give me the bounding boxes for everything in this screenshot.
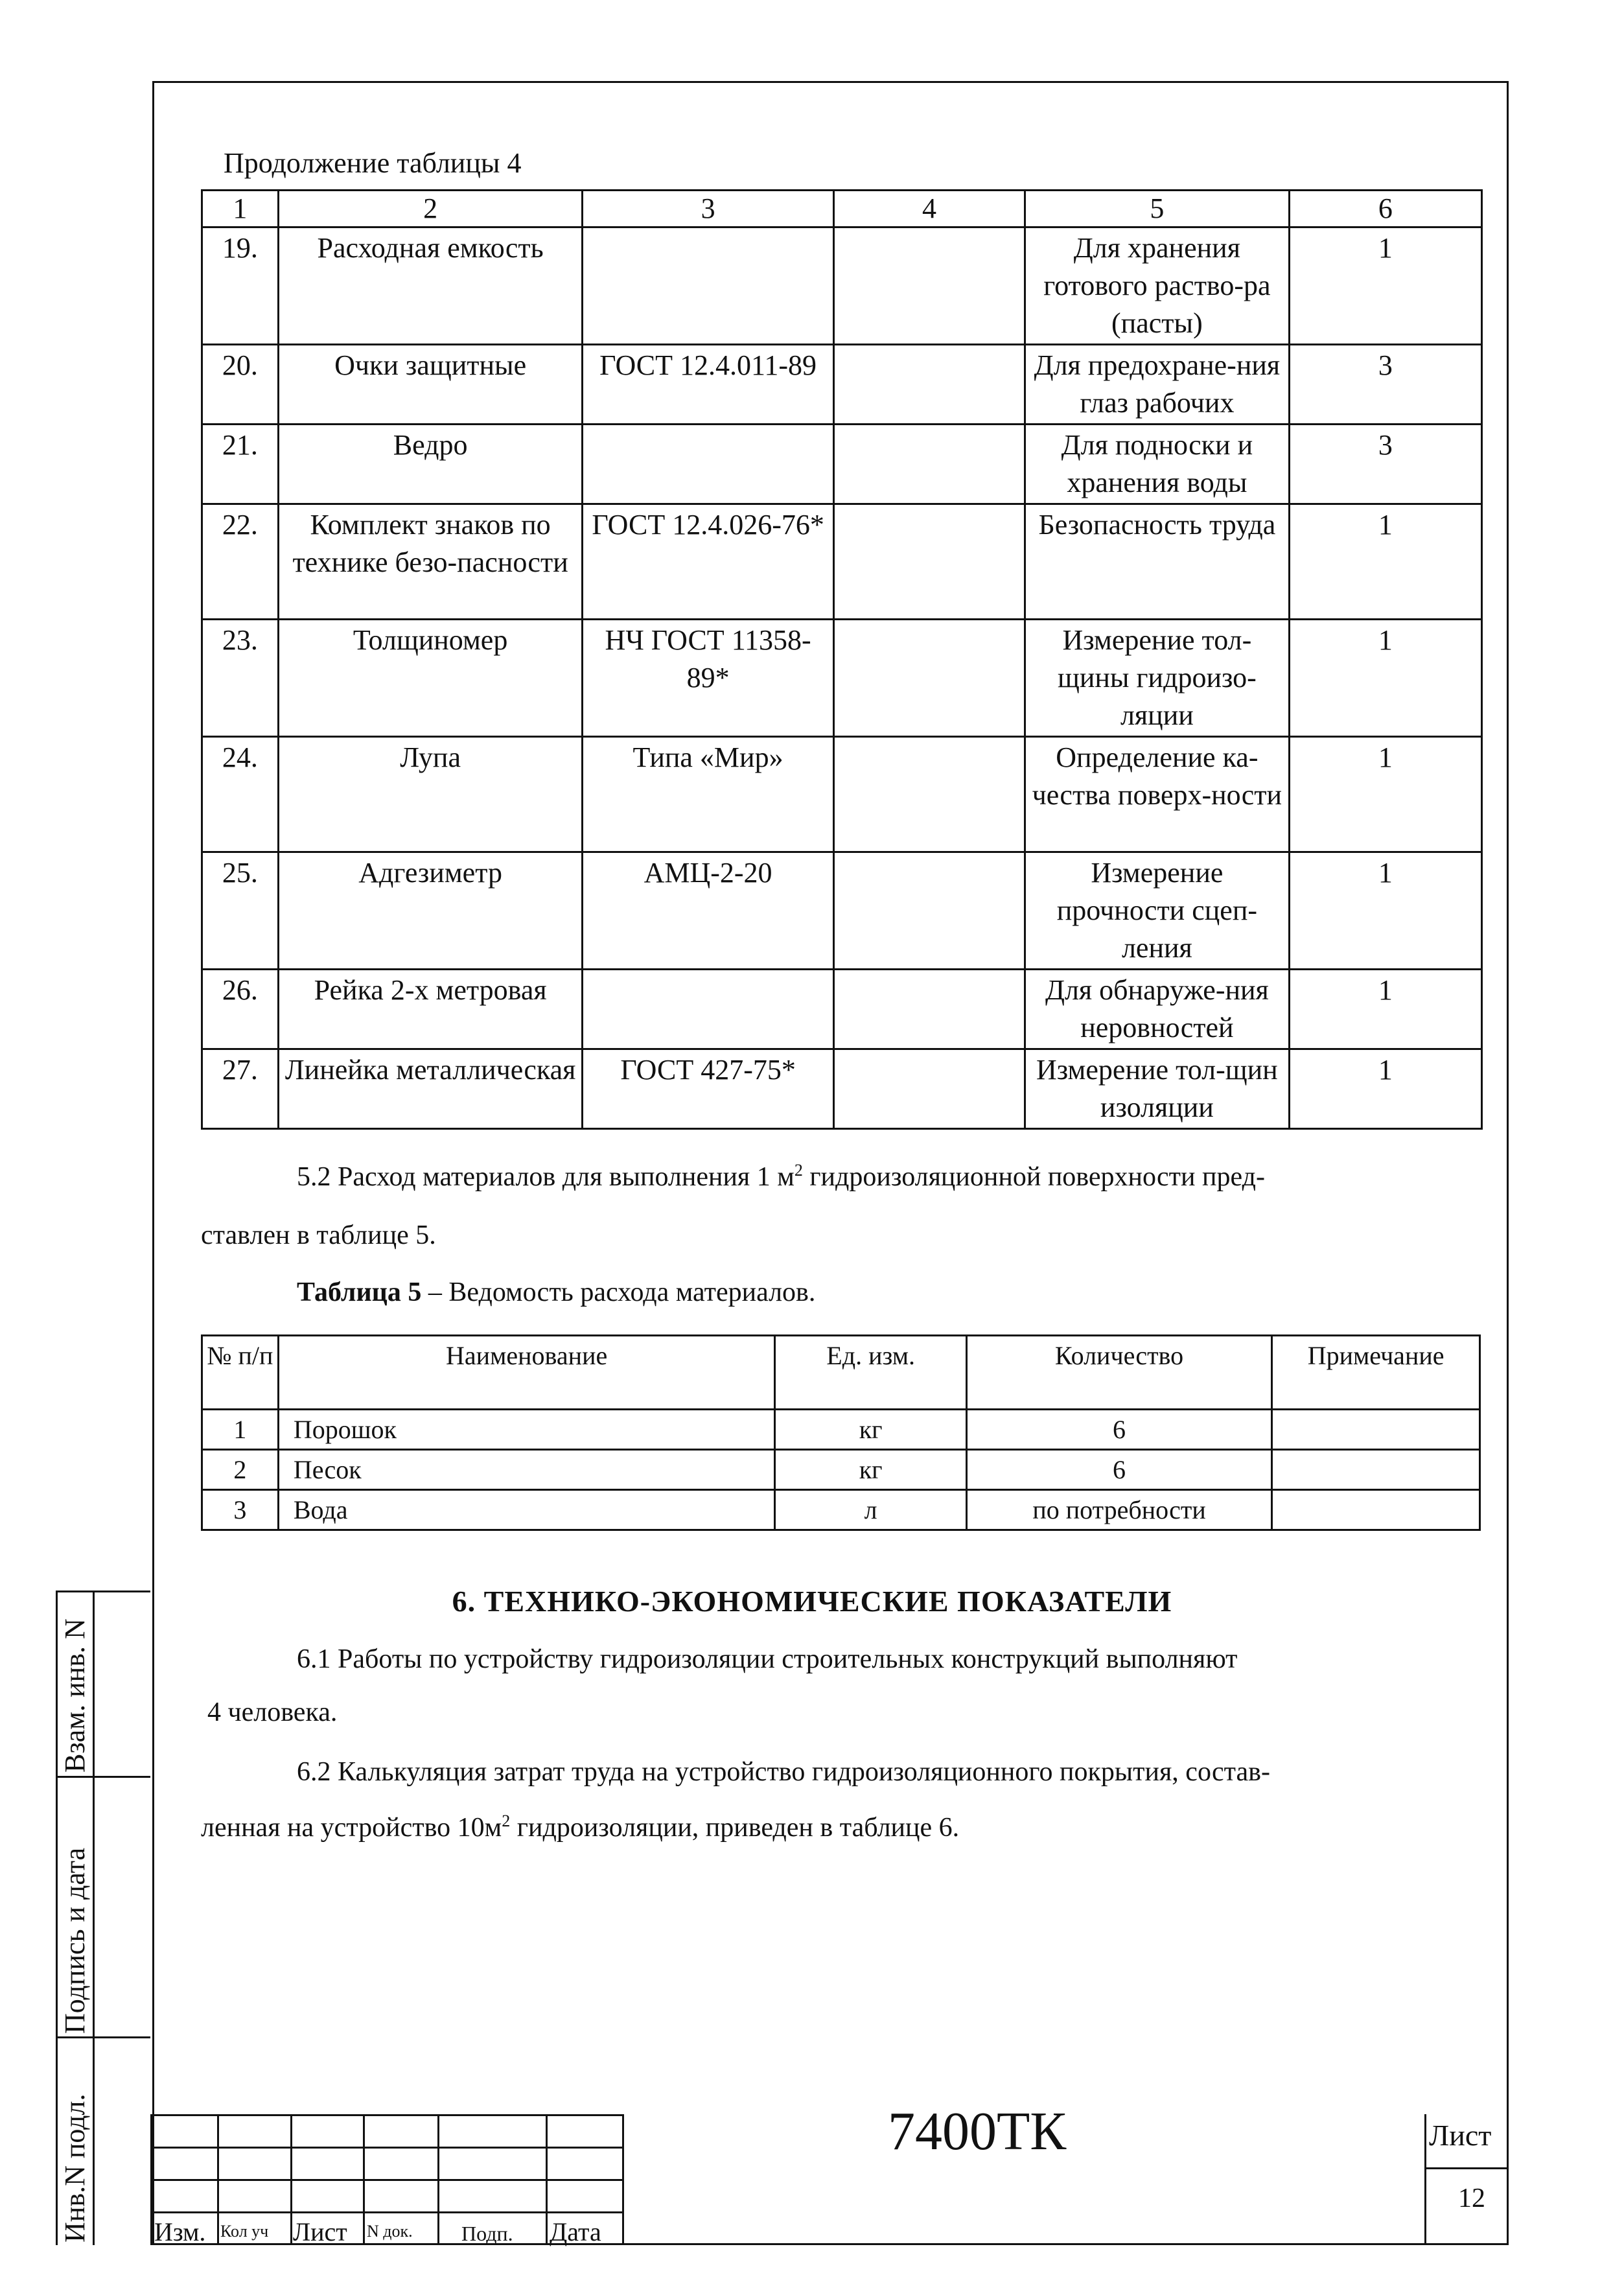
stamp-line bbox=[363, 2114, 365, 2245]
cell: ГОСТ 12.4.026-76* bbox=[583, 504, 833, 620]
cell bbox=[833, 737, 1025, 852]
cell: Рейка 2-х метровая bbox=[278, 970, 583, 1049]
cell: Очки защитные bbox=[278, 345, 583, 425]
cell bbox=[583, 970, 833, 1049]
stamp-line bbox=[150, 2147, 623, 2149]
stamp-line bbox=[622, 2114, 624, 2245]
cell: 21. bbox=[202, 425, 279, 504]
table4-header-cell: 4 bbox=[833, 191, 1025, 227]
paragraph-text: гидроизоляционной поверхности пред- bbox=[802, 1162, 1265, 1192]
side-stamp-divider bbox=[56, 2036, 150, 2038]
cell: Типа «Мир» bbox=[583, 737, 833, 852]
cell: по потребности bbox=[966, 1490, 1271, 1530]
header-cell: Количество bbox=[966, 1336, 1271, 1410]
section6-heading: 6. ТЕХНИКО-ЭКОНОМИЧЕСКИЕ ПОКАЗАТЕЛИ bbox=[452, 1585, 1172, 1618]
cell: 27. bbox=[202, 1049, 279, 1129]
paragraph-5-2-line2: ставлен в таблице 5. bbox=[201, 1220, 436, 1250]
table-5 bbox=[201, 1334, 1481, 1531]
cell: ГОСТ 12.4.011-89 bbox=[583, 345, 833, 425]
stamp-line bbox=[150, 2114, 152, 2245]
side-stamp-divider bbox=[56, 1776, 150, 1778]
cell: Вода bbox=[278, 1490, 775, 1530]
cell: 20. bbox=[202, 345, 279, 425]
cell: 6 bbox=[966, 1410, 1271, 1450]
table-row bbox=[202, 852, 1482, 970]
paragraph-6-2: 6.2 Калькуляция затрат труда на устройство гидроизоляционного покрытия, состав- bbox=[297, 1757, 1270, 1787]
stamp-data: Дата bbox=[550, 2217, 601, 2246]
paragraph-6-1-line2: 4 человека. bbox=[207, 1697, 338, 1727]
cell: Адгезиметр bbox=[278, 852, 583, 970]
cell: кг bbox=[775, 1410, 966, 1450]
cell: Порошок bbox=[278, 1410, 775, 1450]
paragraph-text: гидроизоляции, приведен в таблице 6. bbox=[510, 1813, 960, 1843]
cell: 22. bbox=[202, 504, 279, 620]
cell: 1 bbox=[202, 1410, 279, 1450]
cell: Комплект знаков по технике безо-пасности bbox=[278, 504, 583, 620]
sheet-label: Лист bbox=[1429, 2119, 1492, 2152]
cell: 6 bbox=[966, 1450, 1271, 1490]
stamp-line bbox=[150, 2114, 623, 2116]
cell: Безопасность труда bbox=[1025, 504, 1290, 620]
cell bbox=[833, 852, 1025, 970]
cell: 2 bbox=[202, 1450, 279, 1490]
cell bbox=[583, 227, 833, 345]
header-cell: № п/п bbox=[202, 1336, 279, 1410]
cell bbox=[833, 227, 1025, 345]
paragraph-6-1: 6.1 Работы по устройству гидроизоляции строительных конструкций выполняют bbox=[297, 1644, 1238, 1674]
cell: Для хранения готового раство-ра (пасты) bbox=[1025, 227, 1290, 345]
table4-header-cell: 2 bbox=[278, 191, 583, 227]
paragraph-text: ленная на устройство 10м bbox=[201, 1813, 502, 1843]
stamp-line bbox=[1424, 2114, 1426, 2245]
stamp-line bbox=[290, 2114, 292, 2245]
table4-header-cell: 6 bbox=[1289, 191, 1481, 227]
cell: Определение ка-чества поверх-ности bbox=[1025, 737, 1290, 852]
table4-header-cell: 1 bbox=[202, 191, 279, 227]
table-row bbox=[202, 1049, 1482, 1129]
cell: Линейка металлическая bbox=[278, 1049, 583, 1129]
cell: Толщиномер bbox=[278, 620, 583, 737]
cell: 3 bbox=[202, 1490, 279, 1530]
cell: л bbox=[775, 1490, 966, 1530]
cell: 1 bbox=[1289, 970, 1481, 1049]
cell: НЧ ГОСТ 11358-89* bbox=[583, 620, 833, 737]
table4-header-cell: 3 bbox=[583, 191, 833, 227]
cell: 23. bbox=[202, 620, 279, 737]
paragraph-6-2-line2 bbox=[201, 1810, 959, 1846]
cell: ГОСТ 427-75* bbox=[583, 1049, 833, 1129]
header-cell: Ед. изм. bbox=[775, 1336, 966, 1410]
stamp-podp: Подп. bbox=[461, 2222, 513, 2245]
stamp-line bbox=[546, 2114, 548, 2245]
table5-header-row bbox=[202, 1336, 1480, 1410]
superscript: 2 bbox=[502, 1812, 511, 1830]
header-cell: Примечание bbox=[1272, 1336, 1480, 1410]
cell: 1 bbox=[1289, 504, 1481, 620]
table-row bbox=[202, 620, 1482, 737]
cell bbox=[1272, 1450, 1480, 1490]
table-row bbox=[202, 737, 1482, 852]
cell: 25. bbox=[202, 852, 279, 970]
cell: кг bbox=[775, 1450, 966, 1490]
cell: 1 bbox=[1289, 620, 1481, 737]
table-row bbox=[202, 1490, 1480, 1530]
cell: Измерение тол-щин изоляции bbox=[1025, 1049, 1290, 1129]
cell: Измерение тол-щины гидроизо-ляции bbox=[1025, 620, 1290, 737]
side-stamp-vzam-inv: Взам. инв. N bbox=[59, 1618, 91, 1773]
header-cell: Наименование bbox=[278, 1336, 775, 1410]
paragraph-text: 5.2 Расход материалов для выполнения 1 м bbox=[297, 1162, 795, 1192]
table5-title bbox=[297, 1274, 815, 1311]
cell bbox=[833, 620, 1025, 737]
table-row bbox=[202, 345, 1482, 425]
table5-title-bold: Таблица 5 bbox=[297, 1277, 422, 1307]
cell: 24. bbox=[202, 737, 279, 852]
stamp-kol-uch: Кол уч bbox=[220, 2222, 269, 2241]
table-row bbox=[202, 970, 1482, 1049]
cell: Для предохране-ния глаз рабочих bbox=[1025, 345, 1290, 425]
table4-header-row bbox=[202, 191, 1482, 227]
sheet-number: 12 bbox=[1458, 2184, 1485, 2213]
cell: Лупа bbox=[278, 737, 583, 852]
stamp-izm: Изм. bbox=[154, 2217, 206, 2246]
stamp-line bbox=[150, 2211, 623, 2213]
cell: 19. bbox=[202, 227, 279, 345]
stamp-line bbox=[150, 2179, 623, 2181]
cell bbox=[833, 1049, 1025, 1129]
cell bbox=[583, 425, 833, 504]
side-stamp-divider bbox=[56, 1591, 150, 1592]
side-stamp-podpis-data: Подпись и дата bbox=[59, 1847, 91, 2034]
table5-title-rest: – Ведомость расхода материалов. bbox=[421, 1277, 816, 1307]
stamp-line bbox=[217, 2114, 219, 2245]
paragraph-5-2 bbox=[297, 1159, 1265, 1195]
cell bbox=[1272, 1410, 1480, 1450]
cell bbox=[833, 425, 1025, 504]
cell: Ведро bbox=[278, 425, 583, 504]
cell: Расходная емкость bbox=[278, 227, 583, 345]
stamp-n-dok: N док. bbox=[367, 2222, 413, 2241]
cell: 26. bbox=[202, 970, 279, 1049]
cell: Для подноски и хранения воды bbox=[1025, 425, 1290, 504]
cell: 1 bbox=[1289, 227, 1481, 345]
cell bbox=[833, 504, 1025, 620]
cell: Песок bbox=[278, 1450, 775, 1490]
cell: 1 bbox=[1289, 1049, 1481, 1129]
cell: 3 bbox=[1289, 425, 1481, 504]
cell bbox=[833, 345, 1025, 425]
table-row bbox=[202, 504, 1482, 620]
table-row bbox=[202, 1450, 1480, 1490]
cell: 3 bbox=[1289, 345, 1481, 425]
side-stamp-inv-podl: Инв.N подл. bbox=[59, 2093, 91, 2243]
superscript: 2 bbox=[794, 1161, 803, 1180]
table-row bbox=[202, 425, 1482, 504]
stamp-line bbox=[437, 2114, 439, 2245]
cell: 1 bbox=[1289, 852, 1481, 970]
table-row bbox=[202, 1410, 1480, 1450]
cell: 1 bbox=[1289, 737, 1481, 852]
cell bbox=[1272, 1490, 1480, 1530]
cell: Измерение прочности сцеп-ления bbox=[1025, 852, 1290, 970]
table4-caption: Продолжение таблицы 4 bbox=[224, 147, 522, 179]
stamp-list: Лист bbox=[293, 2217, 347, 2246]
table-4 bbox=[201, 189, 1483, 1130]
table4-header-cell: 5 bbox=[1025, 191, 1290, 227]
stamp-line bbox=[1424, 2167, 1509, 2169]
cell: Для обнаруже-ния неровностей bbox=[1025, 970, 1290, 1049]
table-row bbox=[202, 227, 1482, 345]
cell bbox=[833, 970, 1025, 1049]
document-code: 7400ТК bbox=[888, 2101, 1067, 2162]
cell: АМЦ-2-20 bbox=[583, 852, 833, 970]
